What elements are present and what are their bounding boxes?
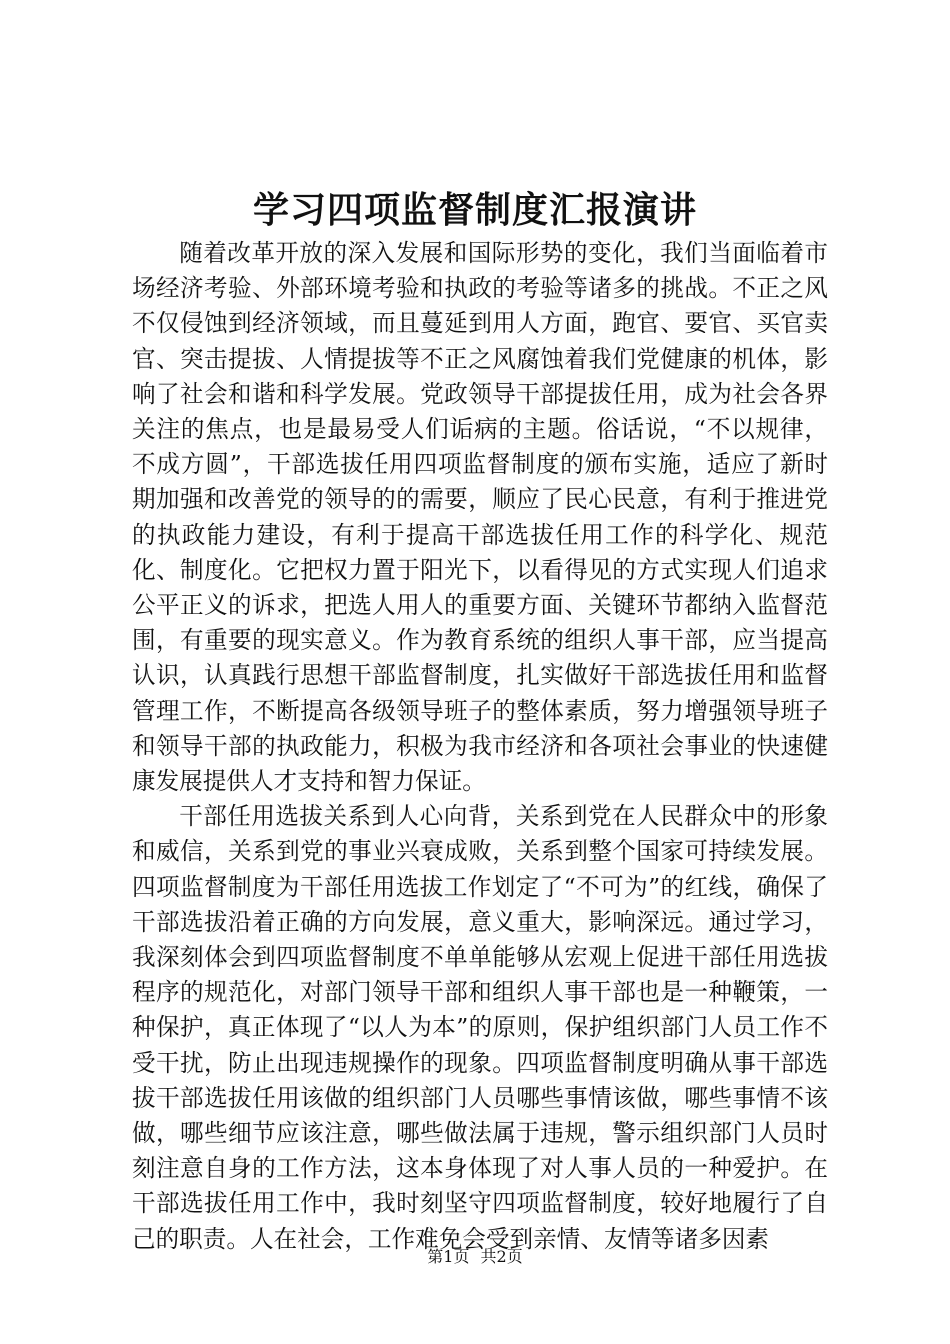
paragraph: 随着改革开放的深入发展和国际形势的变化，我们当面临着市场经济考验、外部环境考验和执政的考验等诸多的挑战。不正之风不仅侵蚀到经济领域，而且蔓延到用人方面，跑官、要官、买官卖官、突击提拔、人情提拔等不正之风腐蚀着我们党健康的机体，影响了社会和谐和科学发展。党政领导干部提拔任用，成为社会各界关注的焦点，也是最易受人们诟病的主题。俗话说，“不以规律，不成方圆”，干部选拔任用四项监督制度的颁布实施，适应了新时期加强和改善党的领导的的需要，顺应了民心民意，有利于推进党的执政能力建设，有利于提高干部选拔任用工作的科学化、规范化、制度化。它把权力置于阳光下，以看得见的方式实现人们追求公平正义的诉求，把选人用人的重要方面、关键环节都纳入监督范围，有重要的现实意义。作为教育系统的组织人事干部，应当提高认识，认真践行思想干部监督制度，扎实做好干部选拔任用和监督管理工作，不断提高各级领导班子的整体素质，努力增强领导班子和领导干部的执政能力，积极为我市经济和各项社会事业的快速健康发展提供人才支持和智力保证。 [132,239,828,796]
document-body [132,236,828,1257]
page-number-current: 第1页 [427,1247,470,1266]
page-number-total: 共2页 [480,1247,523,1266]
page-footer [0,1246,950,1268]
document-title: 学习四项监督制度汇报演讲 [252,189,697,231]
paragraph: 干部任用选拔关系到人心向背，关系到党在人民群众中的形象和威信，关系到党的事业兴衰成败，关系到整个国家可持续发展。四项监督制度为干部任用选拔工作划定了“不可为”的红线，确保了干部选拔沿着正确的方向发展，意义重大，影响深远。通过学习，我深刻体会到四项监督制度不单单能够从宏观上促进干部任用选拔程序的规范化，对部门领导干部和组织人事干部也是一种鞭策，一种保护，真正体现了“以人为本”的原则，保护组织部门人员工作不受干扰，防止出现违规操作的现象。四项监督制度明确从事干部选拔干部选拔任用该做的组织部门人员哪些事情该做，哪些事情不该做，哪些细节应该注意，哪些做法属于违规，警示组织部门人员时刻注意自身的工作方法，这本身体现了对人事人员的一种爱护。在干部选拔任用工作中，我时刻坚守四项监督制度，较好地履行了自己的职责。人在社会，工作难免会受到亲情、友情等诸多因素 [132,802,828,1253]
